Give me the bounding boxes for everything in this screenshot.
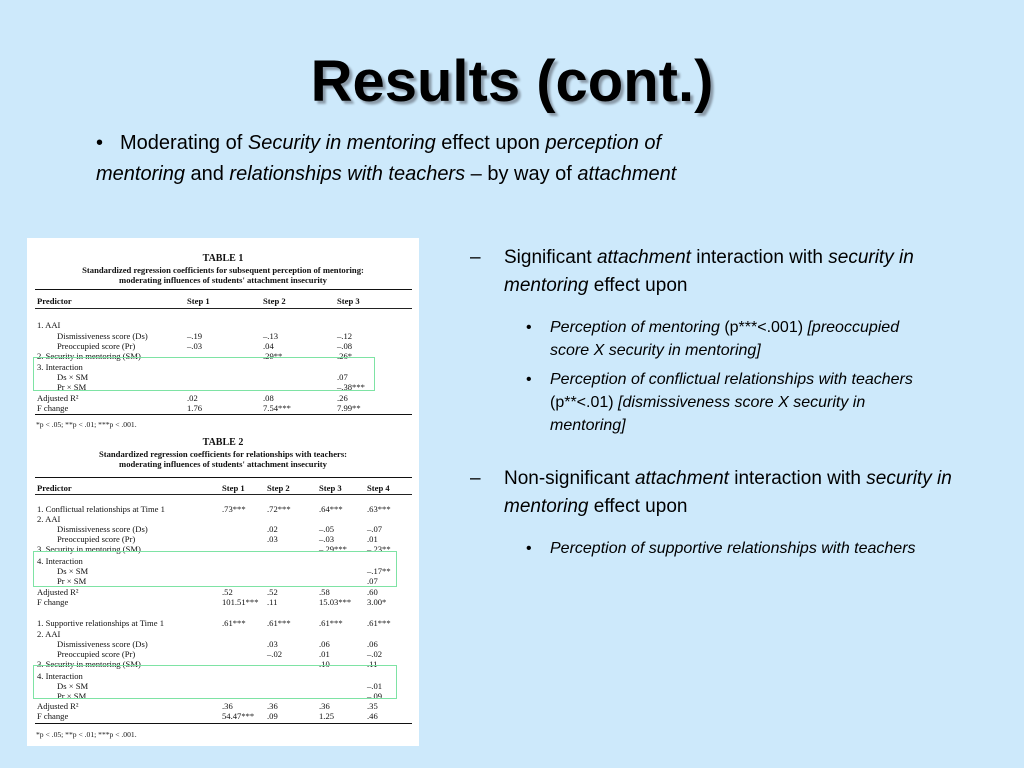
cell: .64*** bbox=[319, 504, 343, 514]
table2-row bbox=[27, 587, 419, 597]
cell: Step 2 bbox=[267, 483, 290, 493]
cell: –.29*** bbox=[319, 544, 347, 554]
cell: .72*** bbox=[267, 504, 291, 514]
row-label: 3. Security in mentoring (SM) bbox=[37, 659, 141, 669]
row-label: Pr × SM bbox=[57, 576, 87, 586]
table2-row bbox=[27, 534, 419, 544]
cell: .10 bbox=[319, 659, 330, 669]
cell: Step 4 bbox=[367, 483, 390, 493]
table2-interaction-highlight-2 bbox=[33, 665, 397, 699]
cell: .36 bbox=[222, 701, 233, 711]
row-label: 3. Interaction bbox=[37, 362, 83, 372]
row-label: Ds × SM bbox=[57, 372, 89, 382]
table2-row bbox=[27, 711, 419, 721]
row-label: Predictor bbox=[37, 483, 72, 493]
row-label: Ds × SM bbox=[57, 681, 89, 691]
row-label: F change bbox=[37, 403, 69, 413]
cell: –.03 bbox=[187, 341, 203, 351]
row-label: F change bbox=[37, 711, 69, 721]
cell: –.13 bbox=[263, 331, 279, 341]
cell: .02 bbox=[267, 524, 278, 534]
finding-non-significant: – Non-significant attachment interaction with security in mentoring effect upon bbox=[470, 468, 952, 517]
slide-title: Results (cont.) bbox=[310, 49, 714, 114]
table1-caption-1: Standardized regression coefficients for subsequent perception of mentoring: bbox=[82, 265, 364, 275]
table2-row bbox=[27, 639, 419, 649]
regression-tables-image bbox=[27, 238, 419, 746]
cell: –.38*** bbox=[337, 382, 365, 392]
row-label: Adjusted R² bbox=[37, 393, 79, 403]
cell: .61*** bbox=[319, 618, 343, 628]
cell: .26* bbox=[337, 351, 353, 361]
cell: Step 3 bbox=[337, 296, 360, 306]
cell: .06 bbox=[367, 639, 378, 649]
cell: 3.00* bbox=[367, 597, 387, 607]
row-label: 1. Conflictual relationships at Time 1 bbox=[37, 504, 165, 514]
cell: .11 bbox=[367, 659, 378, 669]
cell: .06 bbox=[319, 639, 330, 649]
table1-row bbox=[27, 393, 419, 403]
cell: –.02 bbox=[367, 649, 383, 659]
table1-row bbox=[27, 403, 419, 413]
cell: .09 bbox=[267, 711, 278, 721]
cell: .46 bbox=[367, 711, 378, 721]
row-label: Pr × SM bbox=[57, 382, 87, 392]
row-label: Preoccupied score (Pr) bbox=[57, 649, 136, 659]
row-label: Predictor bbox=[37, 296, 72, 306]
cell: .52 bbox=[222, 587, 233, 597]
cell: .61*** bbox=[367, 618, 391, 628]
row-label: Adjusted R² bbox=[37, 587, 79, 597]
row-label: 4. Interaction bbox=[37, 671, 83, 681]
table2-row bbox=[27, 504, 419, 514]
table2-row bbox=[27, 618, 419, 628]
row-label: Preoccupied score (Pr) bbox=[57, 341, 136, 351]
sub-finding-conflictual: • Perception of conflictual relationships with teachers (p**<.01) [dismissiveness score X security in mentoring] bbox=[526, 371, 913, 434]
row-label: 4. Interaction bbox=[37, 556, 83, 566]
table1-label: TABLE 1 bbox=[202, 253, 244, 264]
table1-interaction-highlight bbox=[33, 357, 375, 391]
row-label: 2. AAI bbox=[37, 514, 61, 524]
sub-finding-supportive: • Perception of supportive relationships with teachers bbox=[526, 540, 916, 557]
cell: .36 bbox=[267, 701, 278, 711]
row-label: Dismissiveness score (Ds) bbox=[57, 331, 148, 341]
lead-line-1: Moderating of Security in mentoring effect upon perception of bbox=[120, 132, 662, 154]
cell: –.17** bbox=[367, 566, 391, 576]
cell: .61*** bbox=[222, 618, 246, 628]
cell: 1.25 bbox=[319, 711, 335, 721]
lead-bullet bbox=[96, 128, 876, 190]
table2-row bbox=[27, 701, 419, 711]
cell: Step 1 bbox=[187, 296, 210, 306]
cell: –.03 bbox=[319, 534, 335, 544]
table2-row bbox=[27, 514, 419, 524]
table2-row bbox=[27, 524, 419, 534]
cell: .73*** bbox=[222, 504, 246, 514]
row-label: Adjusted R² bbox=[37, 701, 79, 711]
cell: .26 bbox=[337, 393, 348, 403]
table-rule bbox=[35, 414, 412, 415]
cell: .01 bbox=[319, 649, 330, 659]
row-label: Pr × SM bbox=[57, 691, 87, 701]
table1-caption-2: moderating influences of students' attachment insecurity bbox=[119, 275, 327, 285]
table1-row bbox=[27, 331, 419, 341]
row-label: Preoccupied score (Pr) bbox=[57, 534, 136, 544]
cell: .60 bbox=[367, 587, 378, 597]
cell: .02 bbox=[187, 393, 198, 403]
cell: –.02 bbox=[267, 649, 283, 659]
cell: 54.47*** bbox=[222, 711, 255, 721]
table2-row bbox=[27, 629, 419, 639]
cell: –.23** bbox=[367, 544, 391, 554]
table1-row bbox=[27, 341, 419, 351]
sub-finding-mentoring: • Perception of mentoring (p***<.001) [preoccupied score X security in mentoring] bbox=[526, 319, 900, 359]
table-rule bbox=[35, 723, 412, 724]
table2-interaction-highlight-1 bbox=[33, 551, 397, 587]
cell: .63*** bbox=[367, 504, 391, 514]
cell: –.09 bbox=[367, 691, 383, 701]
cell: .36 bbox=[319, 701, 330, 711]
row-label: 1. AAI bbox=[37, 320, 61, 330]
cell: .04 bbox=[263, 341, 274, 351]
row-label: Ds × SM bbox=[57, 566, 89, 576]
row-label: Dismissiveness score (Ds) bbox=[57, 639, 148, 649]
cell: 7.99** bbox=[337, 403, 361, 413]
lead-line-2: mentoring and relationships with teachers – by way of attachment bbox=[96, 163, 677, 185]
cell: –.01 bbox=[367, 681, 383, 691]
row-label: 3. Security in mentoring (SM) bbox=[37, 544, 141, 554]
bullet-dot: • bbox=[96, 132, 104, 154]
cell: .07 bbox=[337, 372, 348, 382]
cell: .03 bbox=[267, 534, 278, 544]
cell: 101.51*** bbox=[222, 597, 259, 607]
cell: .61*** bbox=[267, 618, 291, 628]
findings-list bbox=[470, 244, 1000, 560]
row-label: 1. Supportive relationships at Time 1 bbox=[37, 618, 164, 628]
row-label: 2. Security in mentoring (SM) bbox=[37, 351, 141, 361]
cell: –.07 bbox=[367, 524, 383, 534]
table2-row bbox=[27, 597, 419, 607]
table2-note: *p < .05; **p < .01; ***p < .001. bbox=[36, 730, 137, 739]
cell: Step 2 bbox=[263, 296, 286, 306]
cell: .08 bbox=[263, 393, 274, 403]
cell: .29** bbox=[263, 351, 283, 361]
cell: –.19 bbox=[187, 331, 203, 341]
cell: 15.03*** bbox=[319, 597, 352, 607]
cell: –.08 bbox=[337, 341, 353, 351]
cell: 7.54*** bbox=[263, 403, 291, 413]
cell: .11 bbox=[267, 597, 278, 607]
table-rule bbox=[35, 308, 412, 309]
cell: 1.76 bbox=[187, 403, 203, 413]
cell: .01 bbox=[367, 534, 378, 544]
cell: .52 bbox=[267, 587, 278, 597]
cell: .03 bbox=[267, 639, 278, 649]
table-rule bbox=[35, 494, 412, 495]
table2-header-row bbox=[27, 483, 419, 493]
table2-caption-2: moderating influences of students' attachment insecurity bbox=[119, 459, 327, 469]
table1-row bbox=[27, 320, 419, 330]
row-label: 2. AAI bbox=[37, 629, 61, 639]
table1-header-row bbox=[27, 296, 419, 306]
cell: –.05 bbox=[319, 524, 335, 534]
table2-label: TABLE 2 bbox=[202, 437, 244, 448]
cell: Step 1 bbox=[222, 483, 245, 493]
cell: Step 3 bbox=[319, 483, 342, 493]
cell: .07 bbox=[367, 576, 378, 586]
row-label: F change bbox=[37, 597, 69, 607]
row-label: Dismissiveness score (Ds) bbox=[57, 524, 148, 534]
cell: –.12 bbox=[337, 331, 353, 341]
finding-significant: – Significant attachment interaction with security in mentoring effect upon bbox=[470, 247, 914, 296]
table1-note: *p < .05; **p < .01; ***p < .001. bbox=[36, 420, 137, 429]
cell: .35 bbox=[367, 701, 378, 711]
table2-row bbox=[27, 649, 419, 659]
table2-caption-1: Standardized regression coefficients for relationships with teachers: bbox=[98, 449, 348, 459]
cell: .58 bbox=[319, 587, 330, 597]
